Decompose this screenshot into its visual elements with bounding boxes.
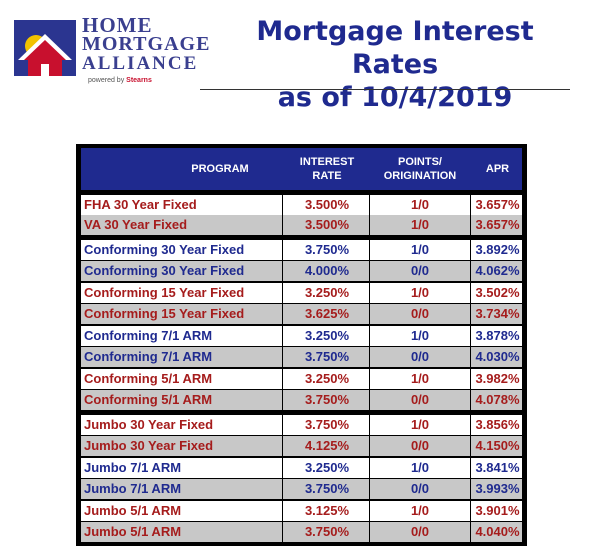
row-points: 1/0 — [410, 197, 430, 212]
column-divider — [470, 436, 471, 456]
row-interest-rate: 4.125% — [304, 438, 350, 453]
row-apr: 4.030% — [475, 349, 520, 364]
column-divider — [282, 195, 283, 215]
row-points: 1/0 — [410, 371, 430, 386]
row-program: Jumbo 7/1 ARM — [84, 481, 182, 496]
row-interest-rate: 3.750% — [304, 392, 350, 407]
column-divider — [369, 261, 370, 281]
row-apr: 3.901% — [475, 503, 520, 518]
page-title — [215, 15, 575, 114]
column-divider — [470, 304, 471, 324]
header-points-text: POINTS/ ORIGINATION — [383, 156, 457, 182]
column-divider — [282, 479, 283, 499]
row-apr: 3.657% — [475, 217, 520, 232]
row-interest-rate: 3.125% — [304, 503, 350, 518]
column-divider — [369, 215, 370, 235]
column-divider — [470, 479, 471, 499]
column-divider — [470, 501, 471, 521]
row-program: Jumbo 30 Year Fixed — [84, 438, 214, 453]
column-divider — [470, 522, 471, 542]
header-interest-rate — [286, 148, 368, 190]
column-divider — [282, 501, 283, 521]
logo-line-mortgage: MORTGAGE — [82, 33, 211, 55]
row-program: Conforming 7/1 ARM — [84, 349, 213, 364]
row-points: 1/0 — [410, 285, 430, 300]
column-divider — [282, 240, 283, 260]
column-divider — [470, 347, 471, 367]
row-points: 0/0 — [410, 349, 430, 364]
column-divider — [470, 369, 471, 389]
row-interest-rate: 3.750% — [304, 349, 350, 364]
row-interest-rate: 4.000% — [304, 263, 350, 278]
row-apr: 3.856% — [475, 417, 520, 432]
row-interest-rate: 3.250% — [304, 328, 350, 343]
row-interest-rate: 3.500% — [304, 197, 350, 212]
column-divider — [470, 240, 471, 260]
row-program: Jumbo 5/1 ARM — [84, 524, 182, 539]
header-divider — [200, 89, 570, 90]
table-row — [81, 522, 522, 542]
column-divider — [282, 369, 283, 389]
column-divider — [369, 283, 370, 303]
column-divider — [369, 436, 370, 456]
table-row — [81, 479, 522, 499]
column-divider — [470, 415, 471, 435]
row-points: 1/0 — [410, 417, 430, 432]
table-row — [81, 458, 522, 478]
row-points: 0/0 — [410, 524, 430, 539]
title-line-2: as of 10/4/2019 — [277, 82, 513, 113]
table-row — [81, 215, 522, 235]
row-program: Conforming 5/1 ARM — [84, 392, 213, 407]
column-divider — [470, 326, 471, 346]
column-divider — [470, 261, 471, 281]
row-interest-rate: 3.500% — [304, 217, 350, 232]
rates-table — [76, 144, 527, 546]
table-row — [81, 415, 522, 435]
row-interest-rate: 3.625% — [304, 306, 350, 321]
title-line-1: Mortgage Interest Rates — [256, 16, 534, 80]
row-apr: 4.150% — [475, 438, 520, 453]
column-divider — [369, 369, 370, 389]
row-points: 1/0 — [410, 328, 430, 343]
header-points-origination — [371, 148, 469, 190]
row-apr: 4.062% — [475, 263, 520, 278]
table-row — [81, 369, 522, 389]
row-interest-rate: 3.250% — [304, 371, 350, 386]
row-program: Conforming 15 Year Fixed — [84, 306, 245, 321]
column-divider — [369, 522, 370, 542]
row-points: 1/0 — [410, 460, 430, 475]
column-divider — [470, 390, 471, 410]
powered-by-text — [88, 77, 152, 84]
column-divider — [470, 195, 471, 215]
column-divider — [282, 415, 283, 435]
powered-by-label: powered by — [88, 77, 125, 84]
row-points: 1/0 — [410, 242, 430, 257]
table-row — [81, 326, 522, 346]
row-points: 1/0 — [410, 503, 430, 518]
row-interest-rate: 3.250% — [304, 460, 350, 475]
column-divider — [369, 458, 370, 478]
row-apr: 3.657% — [475, 197, 520, 212]
company-logo — [6, 8, 211, 88]
row-program: FHA 30 Year Fixed — [84, 197, 197, 212]
row-program: Conforming 5/1 ARM — [84, 371, 213, 386]
column-divider — [282, 522, 283, 542]
column-divider — [369, 390, 370, 410]
column-divider — [470, 458, 471, 478]
column-divider — [470, 283, 471, 303]
row-interest-rate: 3.250% — [304, 285, 350, 300]
row-program: Jumbo 30 Year Fixed — [84, 417, 214, 432]
table-row — [81, 390, 522, 410]
table-header — [81, 148, 522, 190]
row-interest-rate: 3.750% — [304, 524, 350, 539]
column-divider — [369, 240, 370, 260]
header-interest-rate-text: INTEREST RATE — [299, 156, 355, 182]
logo-line-alliance: ALLIANCE — [82, 53, 199, 74]
column-divider — [282, 304, 283, 324]
column-divider — [282, 390, 283, 410]
row-interest-rate: 3.750% — [304, 242, 350, 257]
table-row — [81, 261, 522, 281]
column-divider — [369, 501, 370, 521]
column-divider — [282, 261, 283, 281]
row-apr: 3.892% — [475, 242, 520, 257]
table-row — [81, 283, 522, 303]
row-points: 0/0 — [410, 438, 430, 453]
column-divider — [282, 458, 283, 478]
row-apr: 3.982% — [475, 371, 520, 386]
row-points: 0/0 — [410, 263, 430, 278]
header-program: PROGRAM — [191, 163, 249, 175]
row-apr: 3.878% — [475, 328, 520, 343]
header-apr: APR — [485, 163, 510, 175]
column-divider — [470, 215, 471, 235]
row-interest-rate: 3.750% — [304, 481, 350, 496]
row-program: VA 30 Year Fixed — [84, 217, 188, 232]
house-sun-icon — [14, 20, 76, 76]
column-divider — [369, 347, 370, 367]
column-divider — [369, 304, 370, 324]
column-divider — [369, 195, 370, 215]
table-row — [81, 501, 522, 521]
column-divider — [369, 415, 370, 435]
row-apr: 4.078% — [475, 392, 520, 407]
row-points: 0/0 — [410, 481, 430, 496]
row-interest-rate: 3.750% — [304, 417, 350, 432]
row-points: 0/0 — [410, 306, 430, 321]
row-apr: 3.734% — [475, 306, 520, 321]
column-divider — [282, 283, 283, 303]
column-divider — [282, 436, 283, 456]
column-divider — [282, 215, 283, 235]
row-points: 0/0 — [410, 392, 430, 407]
row-program: Jumbo 7/1 ARM — [84, 460, 182, 475]
table-row — [81, 240, 522, 260]
row-apr: 3.993% — [475, 481, 520, 496]
table-row — [81, 347, 522, 367]
column-divider — [282, 347, 283, 367]
row-program: Conforming 30 Year Fixed — [84, 242, 245, 257]
row-program: Conforming 30 Year Fixed — [84, 263, 245, 278]
row-apr: 3.502% — [475, 285, 520, 300]
row-program: Jumbo 5/1 ARM — [84, 503, 182, 518]
column-divider — [369, 326, 370, 346]
column-divider — [282, 326, 283, 346]
row-apr: 3.841% — [475, 460, 520, 475]
row-apr: 4.040% — [475, 524, 520, 539]
column-divider — [369, 479, 370, 499]
row-points: 1/0 — [410, 217, 430, 232]
table-row — [81, 195, 522, 215]
row-program: Conforming 7/1 ARM — [84, 328, 213, 343]
logo-line-home: HOME — [82, 13, 153, 37]
partner-name: Stearns — [126, 77, 152, 84]
row-program: Conforming 15 Year Fixed — [84, 285, 245, 300]
table-row — [81, 304, 522, 324]
table-row — [81, 436, 522, 456]
